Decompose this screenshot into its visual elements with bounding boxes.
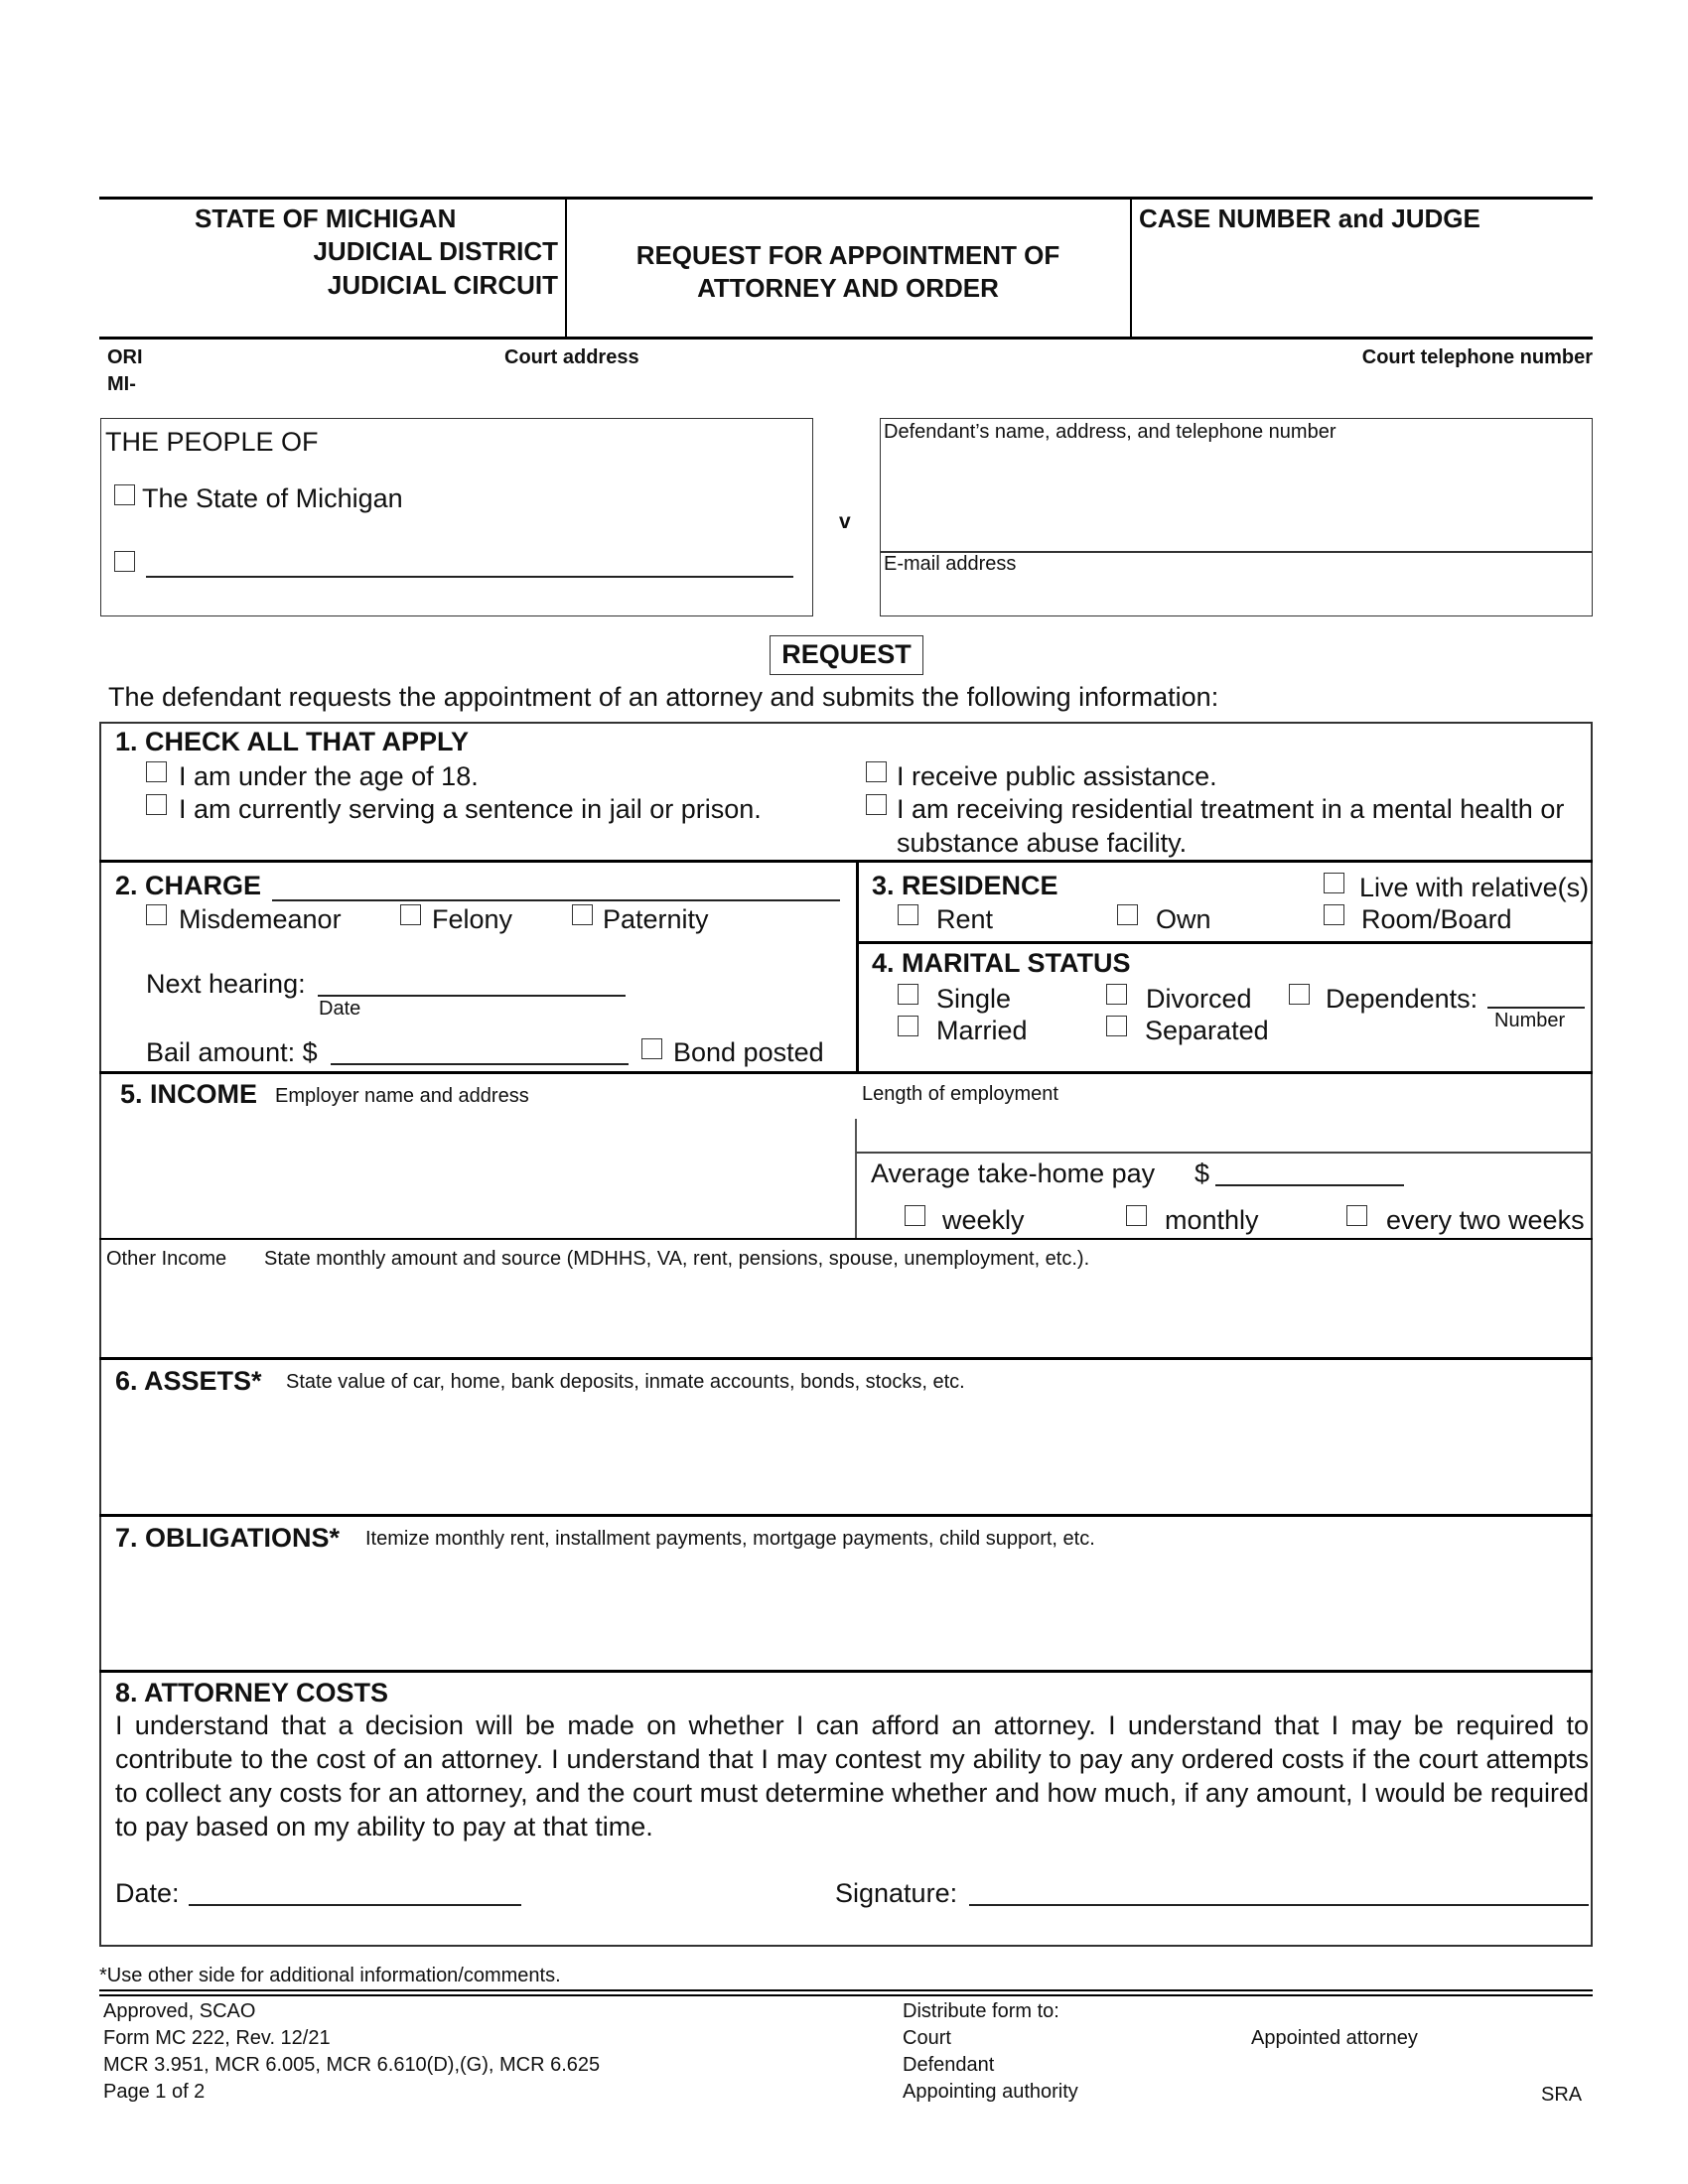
section1-bottom-rule <box>99 860 1593 863</box>
length-employment-label: Length of employment <box>862 1083 1058 1105</box>
other-income-label: Other Income <box>106 1248 227 1270</box>
live-with-relatives-label: Live with relative(s) <box>1359 873 1590 902</box>
divorced-label: Divorced <box>1146 984 1252 1014</box>
room-board-checkbox[interactable] <box>1324 904 1344 925</box>
felony-checkbox[interactable] <box>400 904 421 925</box>
distribute-appointed-attorney: Appointed attorney <box>1251 2027 1418 2049</box>
next-hearing-label: Next hearing: <box>146 969 306 999</box>
married-label: Married <box>936 1016 1028 1045</box>
signature-line[interactable] <box>969 1904 1589 1906</box>
serving-sentence-label: I am currently serving a sentence in jail or prison. <box>179 794 762 824</box>
public-assistance-label: I receive public assistance. <box>897 761 1217 791</box>
request-intro: The defendant requests the appointment of an attorney and submits the following information: <box>108 682 1219 712</box>
case-number-field[interactable] <box>1134 238 1591 334</box>
mi-label: MI- <box>107 373 136 395</box>
distribute-appointing-authority: Appointing authority <box>903 2081 1078 2103</box>
header-top-rule <box>99 197 1593 200</box>
live-with-relatives-checkbox[interactable] <box>1324 873 1344 893</box>
ori-label: ORI <box>107 346 143 368</box>
separated-label: Separated <box>1145 1016 1269 1045</box>
under-18-checkbox[interactable] <box>146 761 167 782</box>
header-divider-right <box>1130 199 1132 338</box>
other-side-note: *Use other side for additional information/comments. <box>99 1965 561 1986</box>
judicial-district: JUDICIAL DISTRICT <box>313 236 558 266</box>
rent-label: Rent <box>936 904 994 934</box>
employer-label: Employer name and address <box>275 1085 529 1107</box>
other-income-bottom-rule <box>99 1357 1593 1360</box>
header-bottom-rule <box>99 337 1593 340</box>
charge-line[interactable] <box>272 899 840 901</box>
single-label: Single <box>936 984 1012 1014</box>
court-address-label: Court address <box>504 346 639 368</box>
other-plaintiff-line[interactable] <box>146 576 793 578</box>
dependents-checkbox[interactable] <box>1289 984 1310 1005</box>
serving-sentence-checkbox[interactable] <box>146 794 167 815</box>
page-number: Page 1 of 2 <box>103 2081 206 2103</box>
own-checkbox[interactable] <box>1117 904 1138 925</box>
residential-treatment-label-1: I am receiving residential treatment in a mental health or <box>897 794 1565 824</box>
paternity-checkbox[interactable] <box>572 904 593 925</box>
paternity-label: Paternity <box>603 904 709 934</box>
income-divider <box>855 1119 857 1238</box>
section4-heading: 4. MARITAL STATUS <box>872 948 1131 978</box>
obligations-field[interactable] <box>103 1557 1589 1668</box>
attorney-costs-statement: I understand that a decision will be made on whether I can afford an attorney. I understand that I may be required to contribute to the cost of an attorney. I understand that I may contest my ability to pay any ordered costs if the court attempts to collect any costs for an attorney, and the court must determine whether and how much, if any amount, I would be required to pay based on my ability to pay at that time. <box>115 1710 1589 1842</box>
date-caption: Date <box>319 998 361 1020</box>
state-of-michigan-checkbox[interactable] <box>114 484 135 505</box>
approved-label: Approved, SCAO <box>103 2000 256 2022</box>
footer-double-rule-top <box>99 1989 1593 1991</box>
monthly-label: monthly <box>1165 1205 1259 1235</box>
weekly-label: weekly <box>942 1205 1025 1235</box>
section2-heading: 2. CHARGE <box>115 871 262 900</box>
footer-double-rule-bottom <box>99 1994 1593 1996</box>
form-code: SRA <box>1541 2084 1583 2106</box>
bond-posted-label: Bond posted <box>673 1037 824 1067</box>
case-number-label: CASE NUMBER and JUDGE <box>1139 204 1480 233</box>
own-label: Own <box>1156 904 1211 934</box>
bail-amount-label: Bail amount: $ <box>146 1037 318 1067</box>
felony-label: Felony <box>432 904 513 934</box>
take-home-label: Average take-home pay <box>871 1159 1156 1188</box>
public-assistance-checkbox[interactable] <box>866 761 887 782</box>
court-phone-label: Court telephone number <box>1361 346 1593 368</box>
assets-field[interactable] <box>103 1400 1589 1511</box>
assets-hint: State value of car, home, bank deposits, inmate accounts, bonds, stocks, etc. <box>286 1371 965 1393</box>
form-title-line1: REQUEST FOR APPOINTMENT OF <box>635 240 1060 270</box>
distribute-defendant: Defendant <box>903 2054 995 2076</box>
dependents-label: Dependents: <box>1326 984 1478 1014</box>
divorced-checkbox[interactable] <box>1106 984 1127 1005</box>
income-bottom-rule <box>99 1238 1593 1240</box>
section3-heading: 3. RESIDENCE <box>872 871 1058 900</box>
residential-treatment-checkbox[interactable] <box>866 794 887 815</box>
section7-heading: 7. OBLIGATIONS* <box>115 1523 341 1553</box>
signature-label: Signature: <box>835 1878 958 1908</box>
people-of-label: THE PEOPLE OF <box>105 427 319 457</box>
number-caption: Number <box>1494 1010 1566 1031</box>
next-hearing-date-line[interactable] <box>318 995 626 997</box>
married-checkbox[interactable] <box>898 1016 918 1036</box>
section8-heading: 8. ATTORNEY COSTS <box>115 1678 389 1707</box>
section1-heading: 1. CHECK ALL THAT APPLY <box>115 727 470 756</box>
rent-checkbox[interactable] <box>898 904 918 925</box>
section2-divider <box>856 862 859 1073</box>
judicial-circuit: JUDICIAL CIRCUIT <box>327 270 558 300</box>
form-number: Form MC 222, Rev. 12/21 <box>103 2027 331 2049</box>
other-income-field[interactable] <box>103 1274 1589 1355</box>
length-employment-rule <box>856 1152 1593 1154</box>
length-employment-field[interactable] <box>860 1110 1590 1150</box>
dependents-number-line[interactable] <box>1487 1007 1585 1009</box>
form-title-line2: ATTORNEY AND ORDER <box>697 273 999 303</box>
bail-amount-line[interactable] <box>331 1063 629 1065</box>
email-label: E-mail address <box>884 553 1017 575</box>
defendant-info-field[interactable] <box>884 447 1589 546</box>
section5-heading: 5. INCOME <box>120 1079 258 1109</box>
bond-posted-checkbox[interactable] <box>641 1038 662 1059</box>
misdemeanor-checkbox[interactable] <box>146 904 167 925</box>
other-income-hint: State monthly amount and source (MDHHS, VA, rent, pensions, spouse, unemployment, etc.). <box>264 1248 1090 1270</box>
employer-field[interactable] <box>103 1112 850 1235</box>
weekly-checkbox[interactable] <box>905 1205 925 1226</box>
take-home-pay-line[interactable] <box>1215 1184 1404 1186</box>
header-divider-left <box>565 199 567 338</box>
monthly-checkbox[interactable] <box>1126 1205 1147 1226</box>
section3-bottom-rule <box>858 941 1593 944</box>
defendant-label: Defendant’s name, address, and telephone number <box>884 421 1336 443</box>
room-board-label: Room/Board <box>1361 904 1512 934</box>
distribute-label: Distribute form to: <box>903 2000 1059 2022</box>
misdemeanor-label: Misdemeanor <box>179 904 342 934</box>
date-label: Date: <box>115 1878 180 1908</box>
court-rules: MCR 3.951, MCR 6.005, MCR 6.610(D),(G), MCR 6.625 <box>103 2054 601 2076</box>
date-line[interactable] <box>189 1904 521 1906</box>
email-field[interactable] <box>884 578 1589 614</box>
other-plaintiff-checkbox[interactable] <box>114 551 135 572</box>
obligations-hint: Itemize monthly rent, installment payments, mortgage payments, child support, etc. <box>365 1528 1095 1550</box>
distribute-court: Court <box>903 2027 951 2049</box>
every-two-weeks-label: every two weeks <box>1386 1205 1585 1235</box>
under-18-label: I am under the age of 18. <box>179 761 479 791</box>
single-checkbox[interactable] <box>898 984 918 1005</box>
separated-checkbox[interactable] <box>1106 1016 1127 1036</box>
take-home-dollar: $ <box>1195 1159 1210 1188</box>
request-heading: REQUEST <box>770 635 923 675</box>
versus-label: v <box>839 510 851 533</box>
residential-treatment-label-2: substance abuse facility. <box>897 828 1188 858</box>
section6-heading: 6. ASSETS* <box>115 1366 262 1396</box>
obligations-bottom-rule <box>99 1670 1593 1673</box>
section4-bottom-rule <box>99 1071 1593 1074</box>
state-of-michigan-label: The State of Michigan <box>142 483 403 513</box>
every-two-weeks-checkbox[interactable] <box>1346 1205 1367 1226</box>
state-name: STATE OF MICHIGAN <box>195 204 457 233</box>
assets-bottom-rule <box>99 1514 1593 1517</box>
